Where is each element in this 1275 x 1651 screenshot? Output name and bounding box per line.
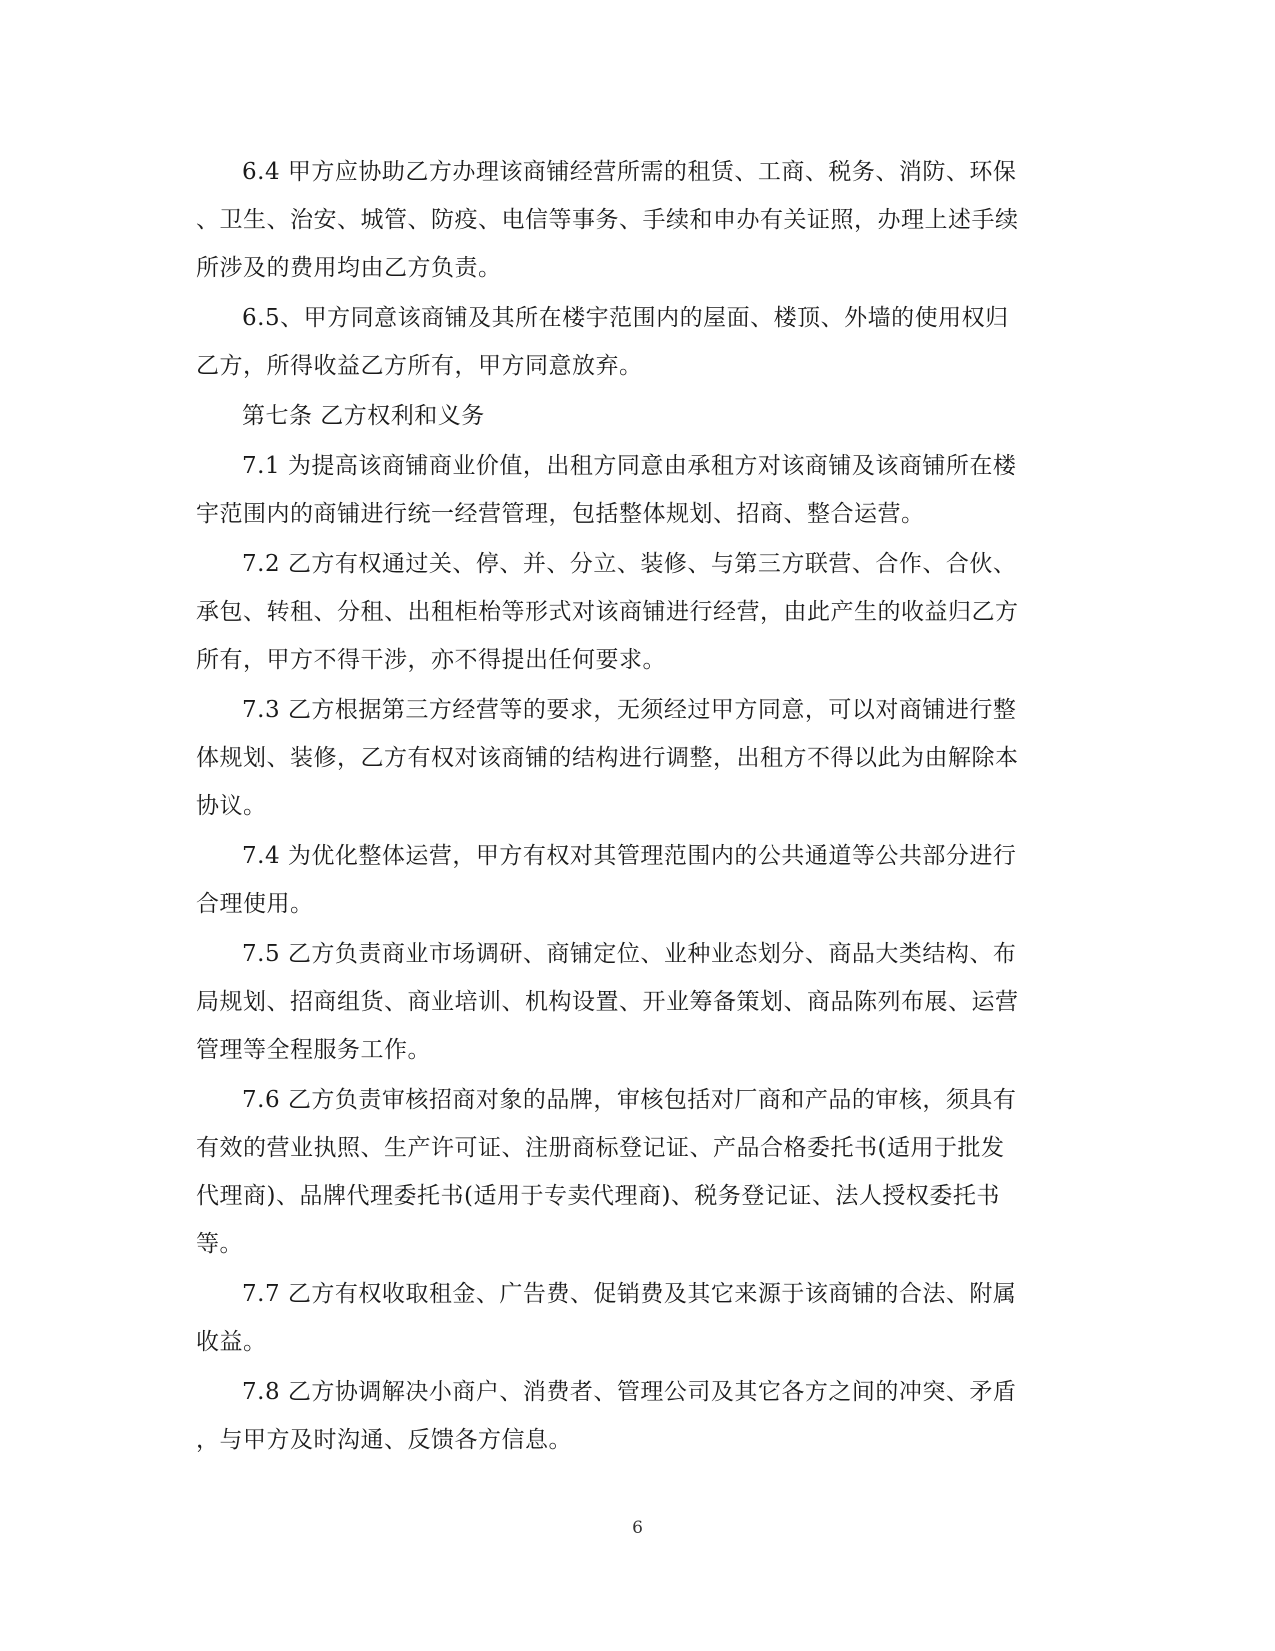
paragraph-6-5 [196, 294, 1076, 390]
text-line: 代理商)、品牌代理委托书(适用于专卖代理商)、税务登记证、法人授权委托书 [196, 1183, 1000, 1209]
paragraph-7-3 [196, 686, 1076, 830]
text-line: 承包、转租、分租、出租柜枱等形式对该商铺进行经营，由此产生的收益归乙方 [196, 599, 1019, 625]
text-line: 、卫生、治安、城管、防疫、电信等事务、手续和申办有关证照，办理上述手续 [196, 207, 1019, 233]
paragraph-7-2 [196, 540, 1076, 684]
text-line: 7.1 为提高该商铺商业价值，出租方同意由承租方对该商铺及该商铺所在楼 [242, 453, 1017, 479]
text-line: 7.3 乙方根据第三方经营等的要求，无须经过甲方同意，可以对商铺进行整 [242, 697, 1017, 723]
text-line: 7.8 乙方协调解决小商户、消费者、管理公司及其它各方之间的冲突、矛盾 [242, 1379, 1017, 1405]
text-line: 所有，甲方不得干涉，亦不得提出任何要求。 [196, 647, 666, 673]
text-line: 7.5 乙方负责商业市场调研、商铺定位、业种业态划分、商品大类结构、布 [242, 941, 1017, 967]
text-line: 7.6 乙方负责审核招商对象的品牌，审核包括对厂商和产品的审核，须具有 [242, 1087, 1017, 1113]
page-number: 6 [632, 1518, 643, 1538]
paragraph-6-4 [196, 148, 1076, 292]
text-line: 6.5、甲方同意该商铺及其所在楼宇范围内的屋面、楼顶、外墙的使用权归 [242, 305, 1009, 331]
section-heading-article-7 [196, 392, 1076, 440]
paragraph-7-1 [196, 442, 1076, 538]
text-line: 宇范围内的商铺进行统一经营管理，包括整体规划、招商、整合运营。 [196, 501, 925, 527]
text-line: 等。 [196, 1231, 243, 1257]
text-line: 收益。 [196, 1329, 267, 1355]
text-line: 6.4 甲方应协助乙方办理该商铺经营所需的租赁、工商、税务、消防、环保 [242, 159, 1017, 185]
text-line: 协议。 [196, 793, 267, 819]
paragraph-7-6 [196, 1076, 1076, 1268]
text-line: 所涉及的费用均由乙方负责。 [196, 255, 502, 281]
text-line: 乙方，所得收益乙方所有，甲方同意放弃。 [196, 353, 643, 379]
text-line: 管理等全程服务工作。 [196, 1037, 431, 1063]
paragraph-7-4 [196, 832, 1076, 928]
document-body [196, 148, 1076, 1466]
text-line: 7.7 乙方有权收取租金、广告费、促销费及其它来源于该商铺的合法、附属 [242, 1281, 1017, 1307]
text-line: 有效的营业执照、生产许可证、注册商标登记证、产品合格委托书(适用于批发 [196, 1135, 1005, 1161]
text-line: 7.2 乙方有权通过关、停、并、分立、装修、与第三方联营、合作、合伙、 [242, 551, 1017, 577]
text-line: ，与甲方及时沟通、反馈各方信息。 [196, 1427, 572, 1453]
text-line: 体规划、装修，乙方有权对该商铺的结构进行调整，出租方不得以此为由解除本 [196, 745, 1019, 771]
paragraph-7-5 [196, 930, 1076, 1074]
paragraph-7-7 [196, 1270, 1076, 1366]
text-line: 7.4 为优化整体运营，甲方有权对其管理范围内的公共通道等公共部分进行 [242, 843, 1017, 869]
text-line: 第七条 乙方权利和义务 [242, 403, 485, 429]
text-line: 局规划、招商组货、商业培训、机构设置、开业筹备策划、商品陈列布展、运营 [196, 989, 1019, 1015]
paragraph-7-8 [196, 1368, 1076, 1464]
text-line: 合理使用。 [196, 891, 314, 917]
